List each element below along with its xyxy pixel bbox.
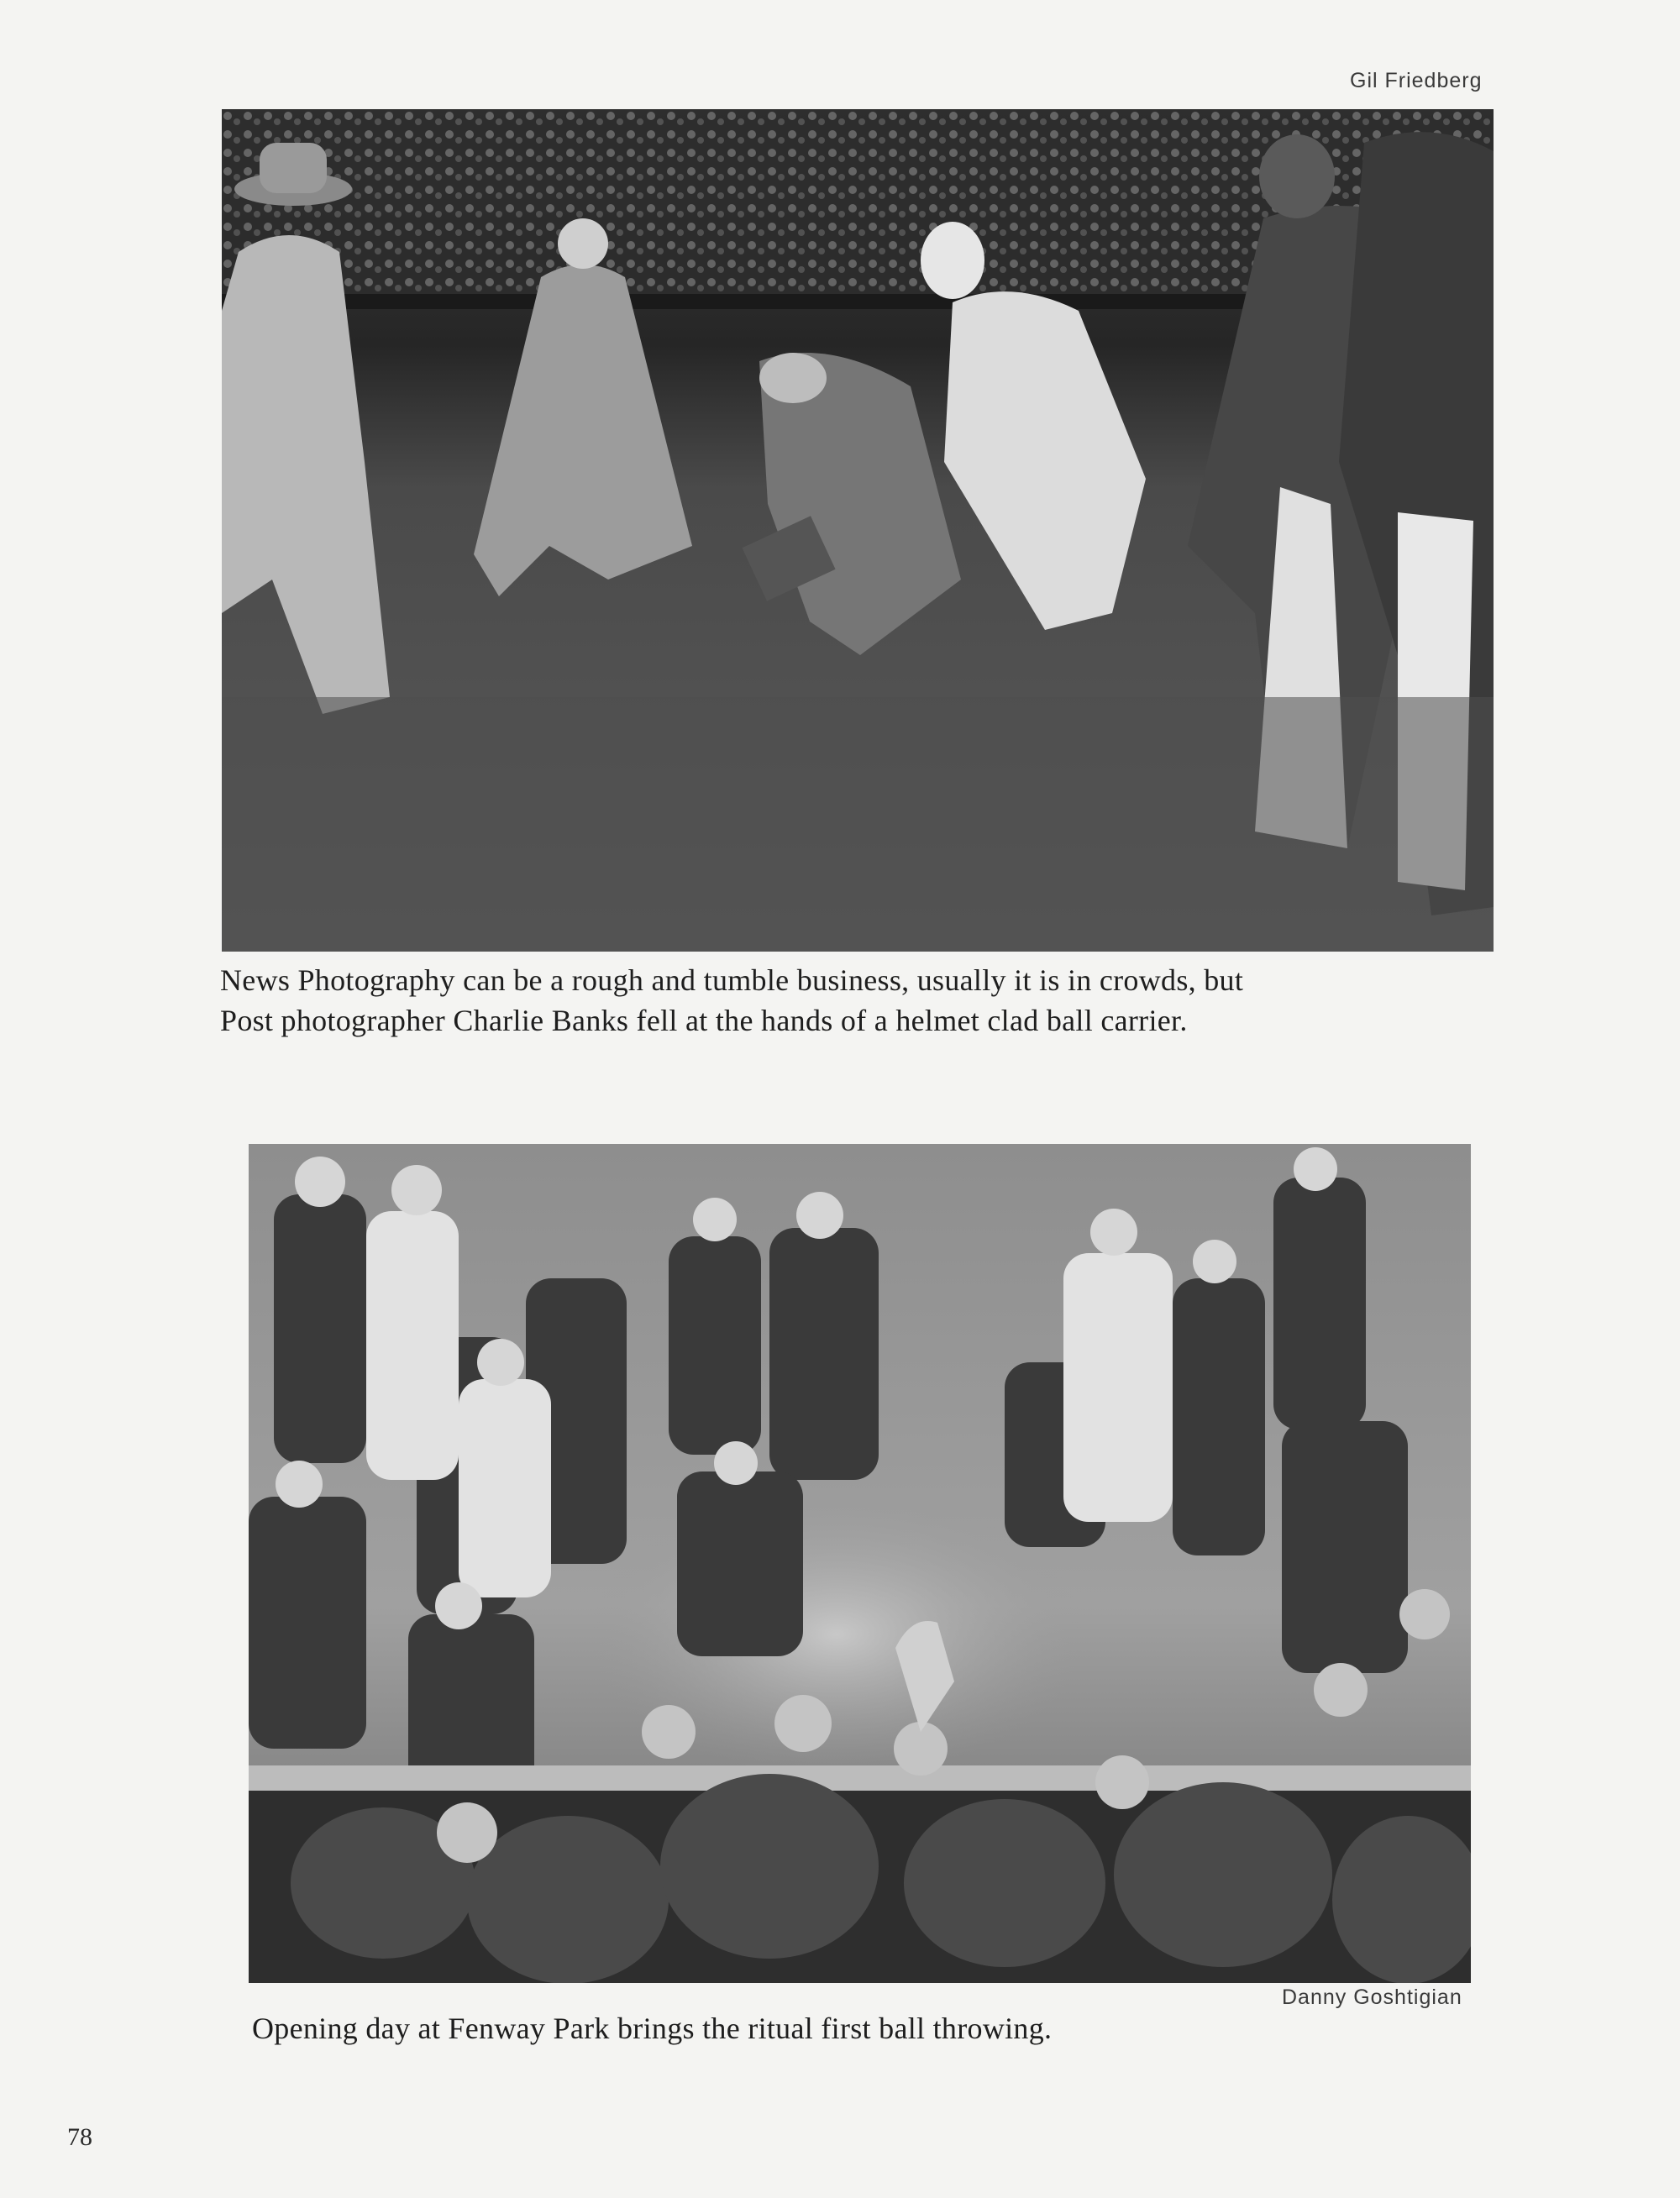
photo-football-image [222,109,1494,952]
photo-football-tackle [222,109,1494,952]
photo-caption-bottom [252,2008,1052,2048]
page-number: 78 [67,2123,92,2151]
photo-fenway-photographers [249,1144,1471,1983]
photo-caption-top [220,960,1243,1041]
photo-credit-bottom: Danny Goshtigian [1282,1986,1462,2009]
photo-fenway-image [249,1144,1471,1983]
photo-credit-top: Gil Friedberg [1350,69,1483,92]
caption-line: News Photography can be a rough and tumble business, usually it is in crowds, but [220,963,1244,997]
caption-line: Post photographer Charlie Banks fell at the hands of a helmet clad ball carrier. [220,1004,1188,1037]
caption-line: Opening day at Fenway Park brings the ritual first ball throwing. [252,2012,1053,2045]
